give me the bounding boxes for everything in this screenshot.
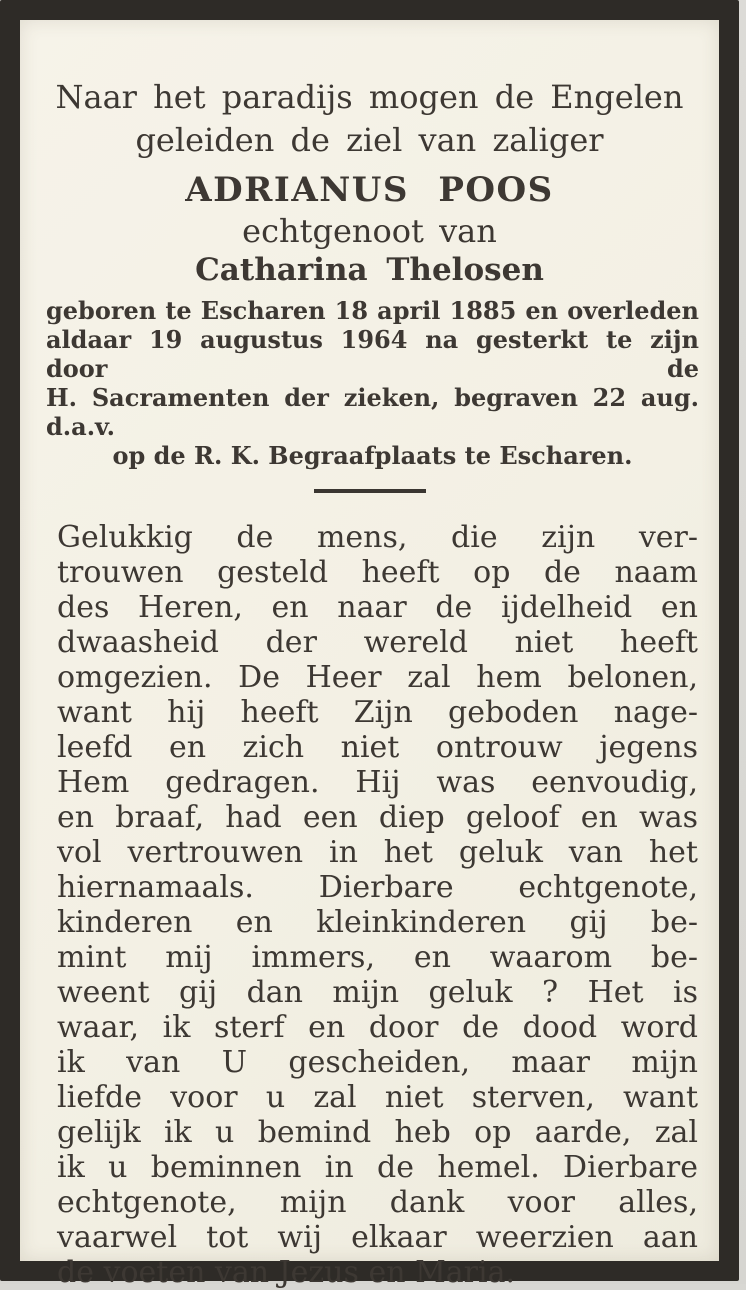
deceased-name: ADRIANUS POOS: [185, 170, 554, 210]
prayer-line: leefd en zich niet ontrouw jegens: [57, 730, 698, 765]
divider-rule: [314, 489, 426, 493]
prayer-line: ik van U gescheiden, maar mijn: [57, 1045, 698, 1080]
prayer-line: weent gij dan mijn geluk ? Het is: [57, 975, 698, 1010]
prayer-line: de voeten van Jezus en Maria.: [57, 1255, 516, 1290]
prayer-line: hiernamaals. Dierbare echtgenote,: [57, 870, 698, 905]
prayer-text: [20, 520, 719, 1290]
relation-text: echtgenoot van: [242, 212, 497, 250]
life-details-line: aldaar 19 augustus 1964 na gesterkt te zijn door de: [46, 325, 699, 383]
prayer-line: liefde voor u zal niet sterven, want: [57, 1080, 698, 1115]
prayer-line: dwaasheid der wereld niet heeft: [57, 625, 698, 660]
prayer-line: gelijk ik u bemind heb op aarde, zal: [57, 1115, 698, 1150]
life-details-line: H. Sacramenten der zieken, begraven 22 aug. d.a.v.: [46, 383, 699, 441]
prayer-line: kinderen en kleinkinderen gij be-: [57, 905, 698, 940]
prayer-line: ik u beminnen in de hemel. Dierbare: [57, 1150, 698, 1185]
prayer-line: Hem gedragen. Hij was eenvoudig,: [57, 765, 698, 800]
intro-verse: [20, 20, 719, 162]
life-details-line: op de R. K. Begraafplaats te Escharen.: [112, 441, 633, 470]
life-details: [20, 296, 719, 470]
life-details-line: geboren te Escharen 18 april 1885 en overleden: [46, 296, 699, 325]
prayer-line: Gelukkig de mens, die zijn ver-: [57, 520, 698, 555]
prayer-line: waar, ik sterf en door de dood word: [57, 1010, 698, 1045]
intro-verse-line: Naar het paradijs mogen de Engelen: [55, 78, 684, 116]
prayer-line: echtgenote, mijn dank voor alles,: [57, 1185, 698, 1220]
intro-verse-line: geleiden de ziel van zaliger: [135, 121, 604, 159]
prayer-line: en braaf, had een diep geloof en was: [57, 800, 698, 835]
prayer-line: trouwen gesteld heeft op de naam: [57, 555, 698, 590]
prayer-line: omgezien. De Heer zal hem belonen,: [57, 660, 698, 695]
prayer-line: mint mij immers, en waarom be-: [57, 940, 698, 975]
prayer-line: want hij heeft Zijn geboden nage-: [57, 695, 698, 730]
prayer-line: des Heren, en naar de ijdelheid en: [57, 590, 698, 625]
spouse-name: Catharina Thelosen: [195, 252, 544, 288]
prayer-line: vol vertrouwen in het geluk van het: [57, 835, 698, 870]
prayer-line: vaarwel tot wij elkaar weerzien aan: [57, 1220, 698, 1255]
